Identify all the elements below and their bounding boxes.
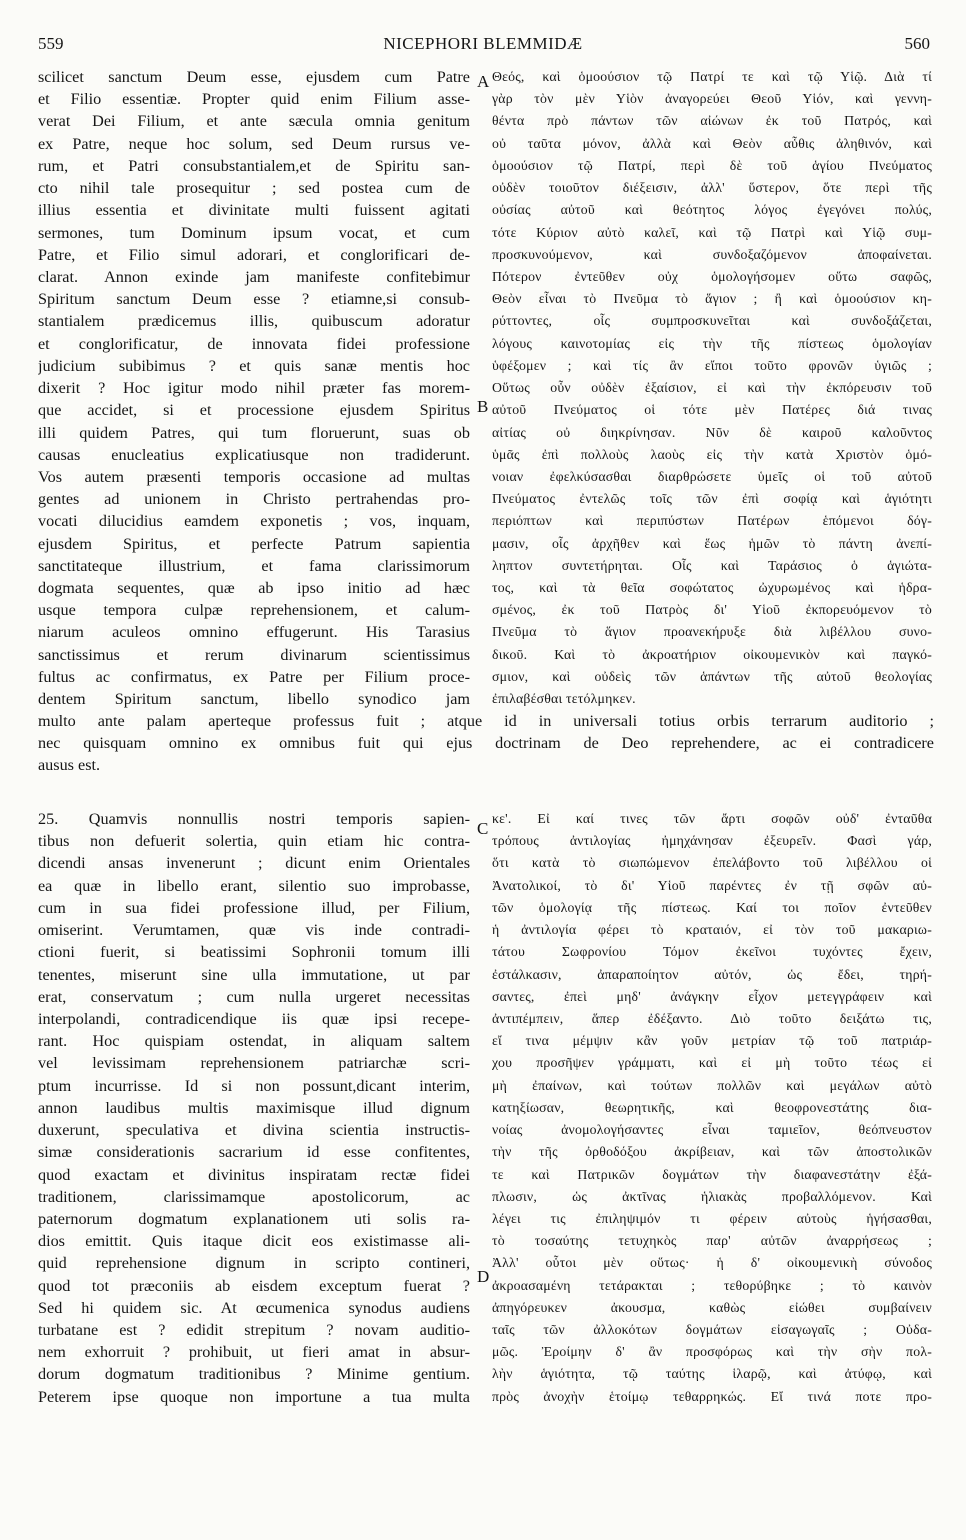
text-line: νοίας ἀνομολογήσαντες εἶναι ταμιεῖον, θεόπνευστον [492,1122,932,1138]
text-line: Vos autem præsenti temporis occasione ad multas [38,467,470,486]
text-line: ὑφέξομεν ; καὶ τίς ἂν εἴποι τοῦτο φρονῶν ὑγιῶς ; [492,357,932,373]
text-line: θέντα πρὸ πάντων τῶν αἰώνων ἐκ τοῦ Πατρός, καὶ [492,113,932,129]
text-line: duxerunt, speculativa et divina scientia instructis- [38,1121,470,1140]
text-line: cum in sua fidei professione illud, per Filium, [38,898,470,917]
text-line: sermones, tum Dominum ipsum vocat, et cum [38,223,470,242]
text-line: Peterem ipse quoque non importune a tua multa [38,1387,470,1406]
text-line: τὴν τῆς ὀρθοδόξου ἀκρίβειαν, καὶ τῶν ἀποστολικῶν [492,1144,932,1160]
text-line: omiserint. Verumtamen, quæ vis inde contradi- [38,921,470,940]
running-title: NICEPHORI BLEMMIDÆ [383,34,583,53]
text-line: rant. Hoc quispiam ostendat, in aliquam saltem [38,1032,470,1051]
text-line: γὰρ τὸν μὲν Υἱὸν ἀναγορεύει Θεοῦ Υἱόν, καὶ γεννη- [492,91,932,107]
text-line: gentes ad unionem in Christo pertrahendas pro- [38,490,470,509]
text-line: πλωσιν, ὡς ἀκτῖνας ἡλιακὰς προβαλλόμενον. Καὶ [492,1188,932,1204]
text-line: κε'. Εἰ καί τινες τῶν ἄρτι σοφῶν οὐδ' ἐνταῦθα [492,811,932,826]
text-line: Πότερον ἐντεῦθεν οὐχ ὁμολογήσομεν οὕτω σαφῶς, [492,268,932,284]
text-line: νοιαν ἐφελκύσασθαι διαρθρώσετε ὑμεῖς οἱ τοῦ αὐτοῦ [492,468,932,484]
text-line: ληπτον συντετήρηται. Οἷς καὶ Ταράσιος ὁ ἁγιώτα- [492,557,932,573]
text-line: dogmata sequentes, quæ ab ipso initio ad hæc [38,579,470,598]
text-line: interpolandi, contradicendique iis quæ ipsi recepe- [38,1009,470,1028]
text-line: vocati dilucidius eamdem exponetis ; vos, inquam, [38,512,470,531]
text-line: scilicet sanctum Deum esse, ejusdem cum Patre [38,68,470,86]
text-line: ausus est. [38,756,101,775]
text-line: Patre, et Filio simul adorari, et conglorificari de- [38,245,470,264]
text-line: stantialem prædicemus illis, quibuscum adoratur [38,312,470,331]
text-line: τότε Κύριον αὐτὸ καλεῖ, καὶ τῷ Πατρὶ καὶ Υἱῷ συμ- [492,224,932,240]
text-line: προσκυνούμενον, καὶ συνδοξαζόμενον ἀποφαίνεται. [492,246,932,262]
text-line: sanctitateque illustrium, et fama clarissimorum [38,556,470,575]
text-line: τῶν ὁμολογίᾳ τῆς πίστεως. Καί τοι ποῖον ἐντεῦθεν [492,899,932,915]
text-line: erat, conservatum ; cum nulla urgeret necessitas [38,987,470,1006]
text-line: πρὸς ἀνοχὴν ἑτοίμῳ τεθαρρηκώς. Εἴ τινά ποτε προ- [492,1388,932,1404]
page-number-right: 560 [904,34,930,53]
text-line: μὴ ἐπαίνων, καὶ τούτων πολλῶν καὶ μεγάλων αὐτὸ [492,1077,932,1093]
text-line: simæ considerationis sacrarium id esse confitentes, [38,1143,470,1162]
text-line: ἀντιπέμπειν, ἅπερ ἐδέξαντο. Διὸ τοῦτο δειξάτω τις, [492,1010,932,1026]
text-line: ea quæ in libello erant, silentio suo improbasse, [38,876,470,895]
text-line: τὸ τοσαύτης τετυχηκὸς παρ' αὐτῶν ἀναρρήσεως ; [492,1233,932,1249]
text-line: clarat. Annon exinde jam manifeste confitebimur [38,267,470,286]
text-line: nem exhorruit ? prohibuit, ut fieri amat in absur- [38,1343,470,1362]
text-line: ὁμοούσιον τῷ Πατρί, περὶ δὲ τοῦ ἁγίου Πνεύματος [492,157,932,173]
text-line: causas enucleatius explicatiusque non tradiderunt. [38,445,470,464]
text-line: dixerit ? Hoc igitur modo nihil præter fas morem- [38,379,470,398]
text-line: turbatane est ? edidit strepitum ? novam auditio- [38,1321,470,1340]
text-line: ejusdem Spiritus, et perfecte Patrum sapientia [38,534,470,553]
text-line: δικοῦ. Καὶ τὸ ἀκροατήριον οἰκουμενικὸν καὶ παγκό- [492,646,932,662]
text-line: ὅτι κατὰ τὸ σιωπώμενον ἐπελάβοντο τοῦ λιβέλλου οἱ [492,855,932,871]
text-line: cto nihil tale prosequitur ; sed postea cum de [38,179,470,198]
text-line: ὑμᾶς ἐπὶ πολλοὺς λαοὺς εἰς τὴν κατὰ Χριστὸν ὁμό- [492,446,932,462]
text-line: οὐ ταῦτα μόνον, ἀλλὰ καὶ Θεὸν αὖθις ἀληθινόν, καὶ [492,135,932,151]
text-line: σμένος, ἐκ τοῦ Πατρὸς δι' Υἱοῦ ἐκπορευόμενον τὸ [492,602,932,618]
text-line: οὐδὲν τοιοῦτον διέξεισιν, ἀλλ' ὕστερον, ὅτε περὶ τῆς [492,180,932,196]
latin-full-width-passage [38,710,934,777]
text-line: traditionem, clarissimamque apostolicorum, ac [38,1187,470,1206]
text-line: dentem Spiritum sanctum, libello synodico jam [38,690,470,709]
margin-letter-a: A [477,72,490,91]
text-line: τάτου Σωφρονίου Τόμον ἐκεῖνοι τυχόντες ἔχειν, [492,944,932,960]
text-line: fultus ac confirmatus, ex Patre per Filium proce- [38,667,470,686]
latin-column-bottom [38,808,470,1408]
latin-column-top [38,66,470,710]
text-line: τε καὶ Πατρικῶν δογμάτων τὴν διαφανεστάτην ἐξά- [492,1166,932,1182]
margin-letter-c: C [477,819,489,838]
text-line: ἀπηγόρευκεν ἀκουσμα, καθὼς εἰώθει συμβαίνειν [492,1299,932,1315]
text-line: Πνεῦμα τὸ ἅγιον προανεκήρυξε διὰ λιβέλλου συνο- [492,624,932,640]
margin-letter-d: D [477,1267,490,1286]
text-line: rum, et Patri consubstantialem,et de Spiritu san- [38,156,470,175]
text-line: Πνεύματος ἐντελῶς τοῖς τῶν ἐπὶ σοφίᾳ καὶ ἁγιότητι [492,491,932,507]
text-line: et conglorificatur, de innovata fidei professione [38,334,470,353]
text-line: Sed hi quidem sic. At œcumenica synodus audiens [38,1298,470,1317]
text-line: οὐσίας αὐτοῦ καὶ θεότητος λόγος ἐγεγόνει πολύς, [492,202,932,218]
text-line: ἐστάλκασιν, ἀπαραποίητον αὐτόν, ὡς ἔδει, τηρή- [492,966,932,982]
text-line: λόγους καινοτομίας εἰς τὴν τῆς πίστεως ὁμολογίαν [492,335,932,351]
text-line: sanctissimus et rerum divinarum scientissimus [38,645,470,664]
text-line: ταῖς τῶν ἀλλοκότων δογμάτων εἰσαγωγαῖς ; Οὐδα- [492,1322,932,1338]
text-line: verat Dei Filium, et ante sæcula omnia genitum [38,112,470,131]
text-line: Spiritum sanctum Deum esse ? etiamne,si consub- [38,290,470,309]
text-line: μῶς. Ἐροίμην δ' ἂν προσφόρως καὶ τὴν σὴν πολ- [492,1344,932,1360]
text-line: paternorum dogmatum explanationem uti solis ra- [38,1209,470,1228]
text-line: 25. Quamvis nonnullis nostri temporis sapien- [38,810,470,828]
text-line: judicium subibimus ? et quis sanæ mentis hoc [38,356,470,375]
text-line: λὴν ἁγιότητα, τῷ ταύτης ἱλαρῷ, καὶ ἀτύφῳ, καὶ [492,1366,932,1382]
text-line: ctioni fuerit, si beatissimi Sophronii tomum illi [38,943,470,962]
text-line: περιόπτων καὶ περιπύστων Πατέρων ἑπόμενοι δόγ- [492,513,932,529]
text-line: que accidet, si et processione ejusdem Spiritus [38,401,470,420]
text-line: dorum dogmatum traditionibus ? Minime gentium. [38,1365,470,1384]
text-line: Ἀλλ' οὗτοι μὲν οὕτως· ἡ δ' οἰκουμενικὴ σύνοδος [492,1255,932,1271]
text-line: vel levissimam reprehensionem patriarchæ scri- [38,1054,470,1073]
text-line: ptum incurrisse. Id si non possunt,dicant interim, [38,1076,470,1095]
text-line: quid reprehensione dignum in scripto contineri, [38,1254,470,1273]
text-line: ἐπιλαβέσθαι τετόλμηκεν. [492,691,636,707]
text-line: nec quisquam omnino ex omnibus fuit qui ejus doctrinam de Deo reprehendere, ac ei contradicere [38,734,934,753]
text-line: σμιον, καὶ οὐδεὶς τῶν ἁπάντων τῆς αὐτοῦ θεολογίας [492,668,932,684]
text-line: μασιν, οἷς ἀρχῆθεν καὶ ἕως ἡμῶν τὸ πάντη ἀνεπί- [492,535,932,551]
text-line: αἰτίας οὐ διηκρίνησαν. Νῦν δὲ καιροῦ καλοῦντος [492,424,932,440]
text-line: dicendi ansas invenerunt ; dicunt enim Orientales [38,854,470,873]
text-line: ex Patre, neque hoc solum, sed Deum rursus ve- [38,134,470,153]
text-line: αὐτοῦ Πνεύματος οἱ τότε μὲν Πατέρες διά τινας [492,402,932,418]
text-line: multo ante palam aperteque professus fuit ; atque id in universali totius orbis terrarum auditorio ; [38,712,934,730]
text-line: tenentes, miserunt sine ulla immutatione, ut par [38,965,470,984]
text-line: ἡ ἀντιλογία φέρει τὸ κραταιόν, εἰ τὸν τοῦ μακαριω- [492,922,932,938]
text-line: τρόπους ἀντιλογίας ἠμηχάνησαν ἐξευρεῖν. Φασὶ γάρ, [492,833,932,849]
text-line: Θεός, καὶ ὁμοούσιον τῷ Πατρί τε καὶ τῷ Υἱῷ. Διὰ τί [492,69,932,84]
text-line: quod exactam et divinitus inspiratam rectæ fidei [38,1165,470,1184]
text-line: ρύττοντες, οἷς συμπροσκυνεῖται καὶ συνδοξάζεται, [492,313,932,329]
text-line: quod tot præconiis ab eisdem exceptum fuerat ? [38,1276,470,1295]
text-line: et Filio essentiæ. Propter quid enim Filium asse- [38,90,470,109]
text-line: κατηξίωσαν, θεωρητικῆς, καὶ θεοφρονεστάτης δια- [492,1099,932,1115]
greek-column-top [492,66,932,710]
text-line: Ἀνατολικοί, τὸ δι' Υἱοῦ παρέντες ἐν τῇ σφῶν αὐ- [492,877,932,893]
running-header [0,34,966,58]
text-line: Οὕτως οὖν οὐδὲν ἐξαίσιον, εἰ καὶ τὴν ἐκπόρευσιν τοῦ [492,380,932,396]
text-line: tibus non defuerit solertia, quin etiam hic contra- [38,832,470,851]
text-line: annon laudibus multis maximisque illud dignum [38,1098,470,1117]
text-line: τος, καὶ τὰ θεῖα σοφώτατος ὠχυρωμένος καὶ ἡδρα- [492,580,932,596]
text-line: illius essentia et divinitate multi fuissent agitati [38,201,470,220]
text-line: usque tempora culpæ reprehensionem, et calum- [38,601,470,620]
text-line: χου προσῆψεν γράμματι, καὶ εἰ μὴ τοῦτο τέως εἰ [492,1055,932,1071]
text-line: ἀκροασαμένη τετάρακται ; τεθορύβηκε ; τὸ καινὸν [492,1277,932,1293]
text-line: Θεὸν εἶναι τὸ Πνεῦμα τὸ ἅγιον ; ἢ καὶ ὁμοούσιον κη- [492,291,932,307]
text-line: σαντες, ἐπεὶ μηδ' ἀνάγκην εἶχον μετεγγράφειν καὶ [492,988,932,1004]
page-number-left: 559 [38,34,64,53]
greek-column-bottom [492,808,932,1408]
text-line: dios emittit. Quis itaque dicit eos existimasse ali- [38,1232,470,1251]
text-line: illi quidem Patres, qui tum floruerunt, suas ob [38,423,470,442]
text-line: εἴ τινα μέμψιν κἂν γοῦν μετρίαν τῷ τοῦ πατριάρ- [492,1033,932,1049]
text-line: niarum aculeos omnino effugerunt. His Tarasius [38,623,470,642]
margin-letter-b: B [477,397,489,416]
text-line: λέγει τις ἐπιληψιμόν τι φέρειν αὐτοὺς ἡγήσασθαι, [492,1210,932,1226]
